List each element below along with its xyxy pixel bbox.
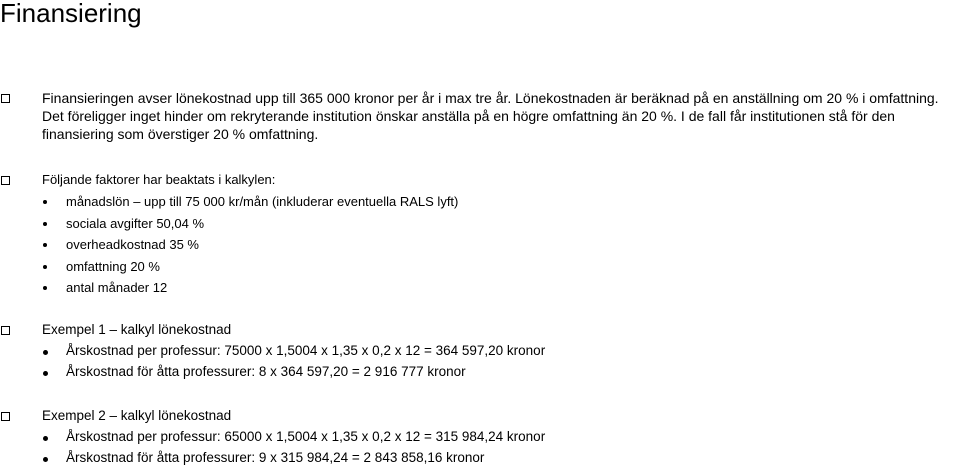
factor-item: månadslön – upp till 75 000 kr/mån (inkluderar eventuella RALS lyft) bbox=[66, 194, 459, 209]
checkbox-bullet-icon bbox=[1, 412, 10, 421]
intro-line-2: Det föreligger inget hinder om rekryterande institution önskar anställa på en högre omfattning än 20 %. I de fall får institutionen stå för den bbox=[42, 108, 895, 124]
bullet-icon bbox=[43, 371, 48, 376]
example1-item: Årskostnad per professur: 75000 x 1,5004 x 1,35 x 0,2 x 12 = 364 597,20 kronor bbox=[66, 343, 546, 358]
intro-line-3: finansiering som överstiger 20 % omfattning. bbox=[42, 126, 319, 142]
bullet-icon bbox=[43, 457, 48, 462]
bullet-icon bbox=[43, 200, 47, 204]
factor-item: antal månader 12 bbox=[66, 280, 168, 295]
example1-item: Årskostnad för åtta professurer: 8 x 364 597,20 = 2 916 777 kronor bbox=[66, 364, 466, 379]
factors-heading: Följande faktorer har beaktats i kalkylen: bbox=[42, 172, 276, 187]
factor-item: sociala avgifter 50,04 % bbox=[66, 216, 205, 231]
bullet-icon bbox=[43, 436, 48, 441]
factor-item: overheadkostnad 35 % bbox=[66, 237, 199, 252]
example2-heading: Exempel 2 – kalkyl lönekostnad bbox=[42, 408, 232, 423]
example2-item: Årskostnad för åtta professurer: 9 x 315 984,24 = 2 843 858,16 kronor bbox=[66, 450, 485, 465]
bullet-icon bbox=[43, 243, 47, 247]
checkbox-bullet-icon bbox=[1, 326, 10, 335]
bullet-icon bbox=[43, 265, 47, 269]
checkbox-bullet-icon bbox=[1, 94, 10, 103]
example2-item: Årskostnad per professur: 65000 x 1,5004 x 1,35 x 0,2 x 12 = 315 984,24 kronor bbox=[66, 429, 546, 444]
bullet-icon bbox=[43, 350, 48, 355]
bullet-icon bbox=[43, 222, 47, 226]
intro-line-1: Finansieringen avser lönekostnad upp till 365 000 kronor per år i max tre år. Lönekostnaden är beräknad på en anställning om 20 % i omfattning. bbox=[42, 90, 939, 106]
example1-heading: Exempel 1 – kalkyl lönekostnad bbox=[42, 322, 232, 337]
bullet-icon bbox=[43, 286, 47, 290]
checkbox-bullet-icon bbox=[1, 176, 10, 185]
page-title: Finansiering bbox=[0, 0, 142, 28]
factor-item: omfattning 20 % bbox=[66, 259, 160, 274]
